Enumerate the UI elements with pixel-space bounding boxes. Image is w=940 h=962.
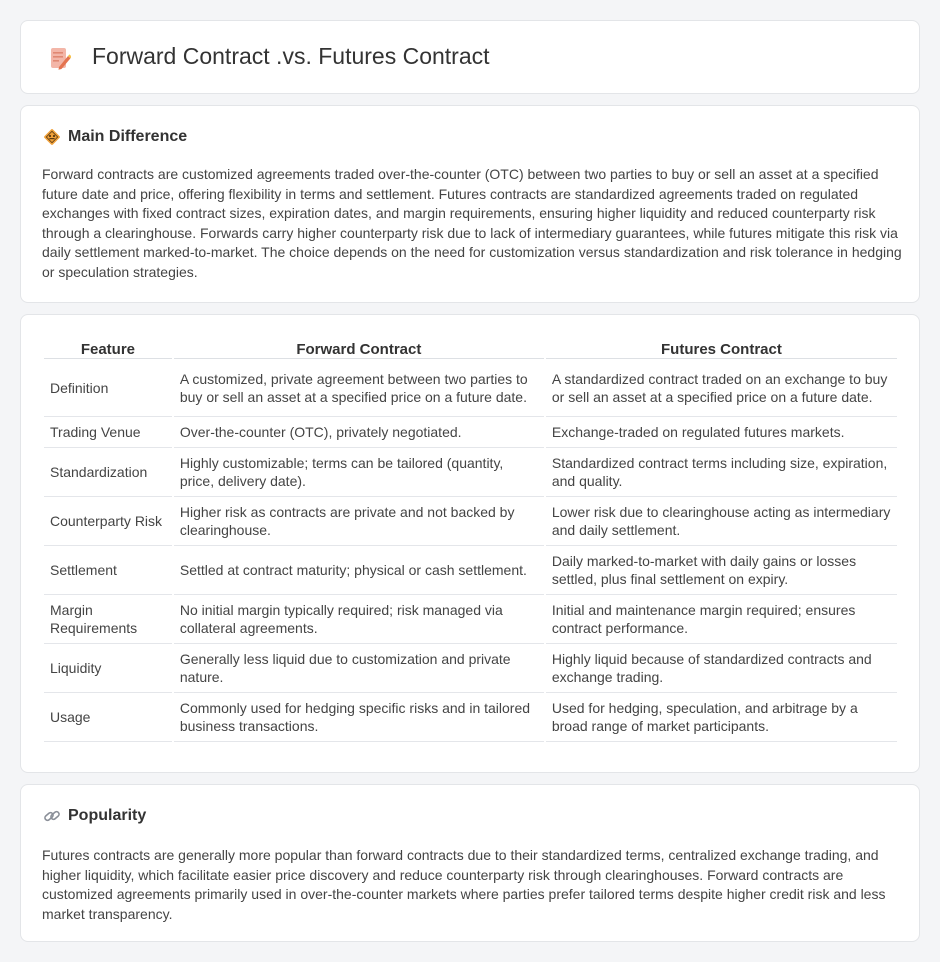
table-row — [44, 693, 897, 742]
feature-cell: Margin Requirements — [44, 595, 172, 644]
page-title: Forward Contract .vs. Futures Contract — [92, 43, 490, 69]
feature-cell: Settlement — [44, 546, 172, 595]
feature-cell: Usage — [44, 693, 172, 742]
header-futures: Futures Contract — [546, 334, 897, 359]
table-row — [44, 417, 897, 448]
futures-cell: Standardized contract terms including size, expiration, and quality. — [546, 448, 897, 497]
futures-cell: Initial and maintenance margin required; ensures contract performance. — [546, 595, 897, 644]
main-difference-text: Forward contracts are customized agreements traded over-the-counter (OTC) between two parties to buy or sell an asset at a specified future date and price, offering flexibility in terms and settlement. Futures contracts are standardized agreements traded on regulated exchanges with fixed contract sizes, expiration dates, and margin requirements, ensuring higher liquidity and reduced counterparty risk through a clearinghouse. Forwards carry higher counterparty risk due to lack of intermediary guarantees, while futures mitigate this risk via daily settlement marked-to-market. The choice depends on the need for customization versus standardization and risk tolerance in hedging or speculation strategies. — [42, 166, 902, 280]
link-icon — [43, 807, 61, 825]
forward-cell: Over-the-counter (OTC), privately negotiated. — [174, 417, 544, 448]
futures-cell: Lower risk due to clearinghouse acting as intermediary and daily settlement. — [546, 497, 897, 546]
forward-cell: Higher risk as contracts are private and not backed by clearinghouse. — [174, 497, 544, 546]
feature-cell: Standardization — [44, 448, 172, 497]
popularity-heading: Popularity — [68, 807, 147, 824]
popularity-text: Futures contracts are generally more popular than forward contracts due to their standardized terms, centralized exchange trading, and higher liquidity, which facilitate easier price discovery and reduce counterparty risk through clearinghouses. Forward contracts are customized agreements primarily used in over-the-counter markets where parties prefer tailored terms despite higher credit risk and less market transparency. — [42, 847, 886, 922]
futures-cell: Daily marked-to-market with daily gains or losses settled, plus final settlement on expiry. — [546, 546, 897, 595]
table-row — [44, 448, 897, 497]
feature-cell: Liquidity — [44, 644, 172, 693]
forward-cell: Highly customizable; terms can be tailored (quantity, price, delivery date). — [174, 448, 544, 497]
document-pencil-icon — [49, 47, 71, 71]
futures-cell: Used for hedging, speculation, and arbitrage by a broad range of market participants. — [546, 693, 897, 742]
futures-cell: A standardized contract traded on an exchange to buy or sell an asset at a specified price on a future date. — [546, 359, 897, 417]
futures-cell: Highly liquid because of standardized contracts and exchange trading. — [546, 644, 897, 693]
header-feature: Feature — [44, 334, 172, 359]
title-card — [20, 20, 920, 94]
table-header-row — [44, 334, 897, 359]
table-row — [44, 359, 897, 417]
diamond-sign-icon — [43, 128, 61, 146]
forward-cell: Settled at contract maturity; physical or cash settlement. — [174, 546, 544, 595]
feature-cell: Trading Venue — [44, 417, 172, 448]
table-row — [44, 644, 897, 693]
table-row — [44, 497, 897, 546]
feature-cell: Definition — [44, 359, 172, 417]
comparison-card — [20, 314, 920, 773]
table-row — [44, 595, 897, 644]
popularity-header — [43, 807, 146, 825]
table-row — [44, 546, 897, 595]
forward-cell: Commonly used for hedging specific risks and in tailored business transactions. — [174, 693, 544, 742]
main-difference-card — [20, 105, 920, 303]
feature-cell: Counterparty Risk — [44, 497, 172, 546]
popularity-card — [20, 784, 920, 942]
main-difference-header — [43, 128, 187, 146]
forward-cell: Generally less liquid due to customization and private nature. — [174, 644, 544, 693]
futures-cell: Exchange-traded on regulated futures markets. — [546, 417, 897, 448]
comparison-table — [42, 334, 899, 742]
header-forward: Forward Contract — [174, 334, 544, 359]
forward-cell: A customized, private agreement between two parties to buy or sell an asset at a specified price on a future date. — [174, 359, 544, 417]
main-difference-heading: Main Difference — [68, 128, 188, 145]
forward-cell: No initial margin typically required; risk managed via collateral agreements. — [174, 595, 544, 644]
